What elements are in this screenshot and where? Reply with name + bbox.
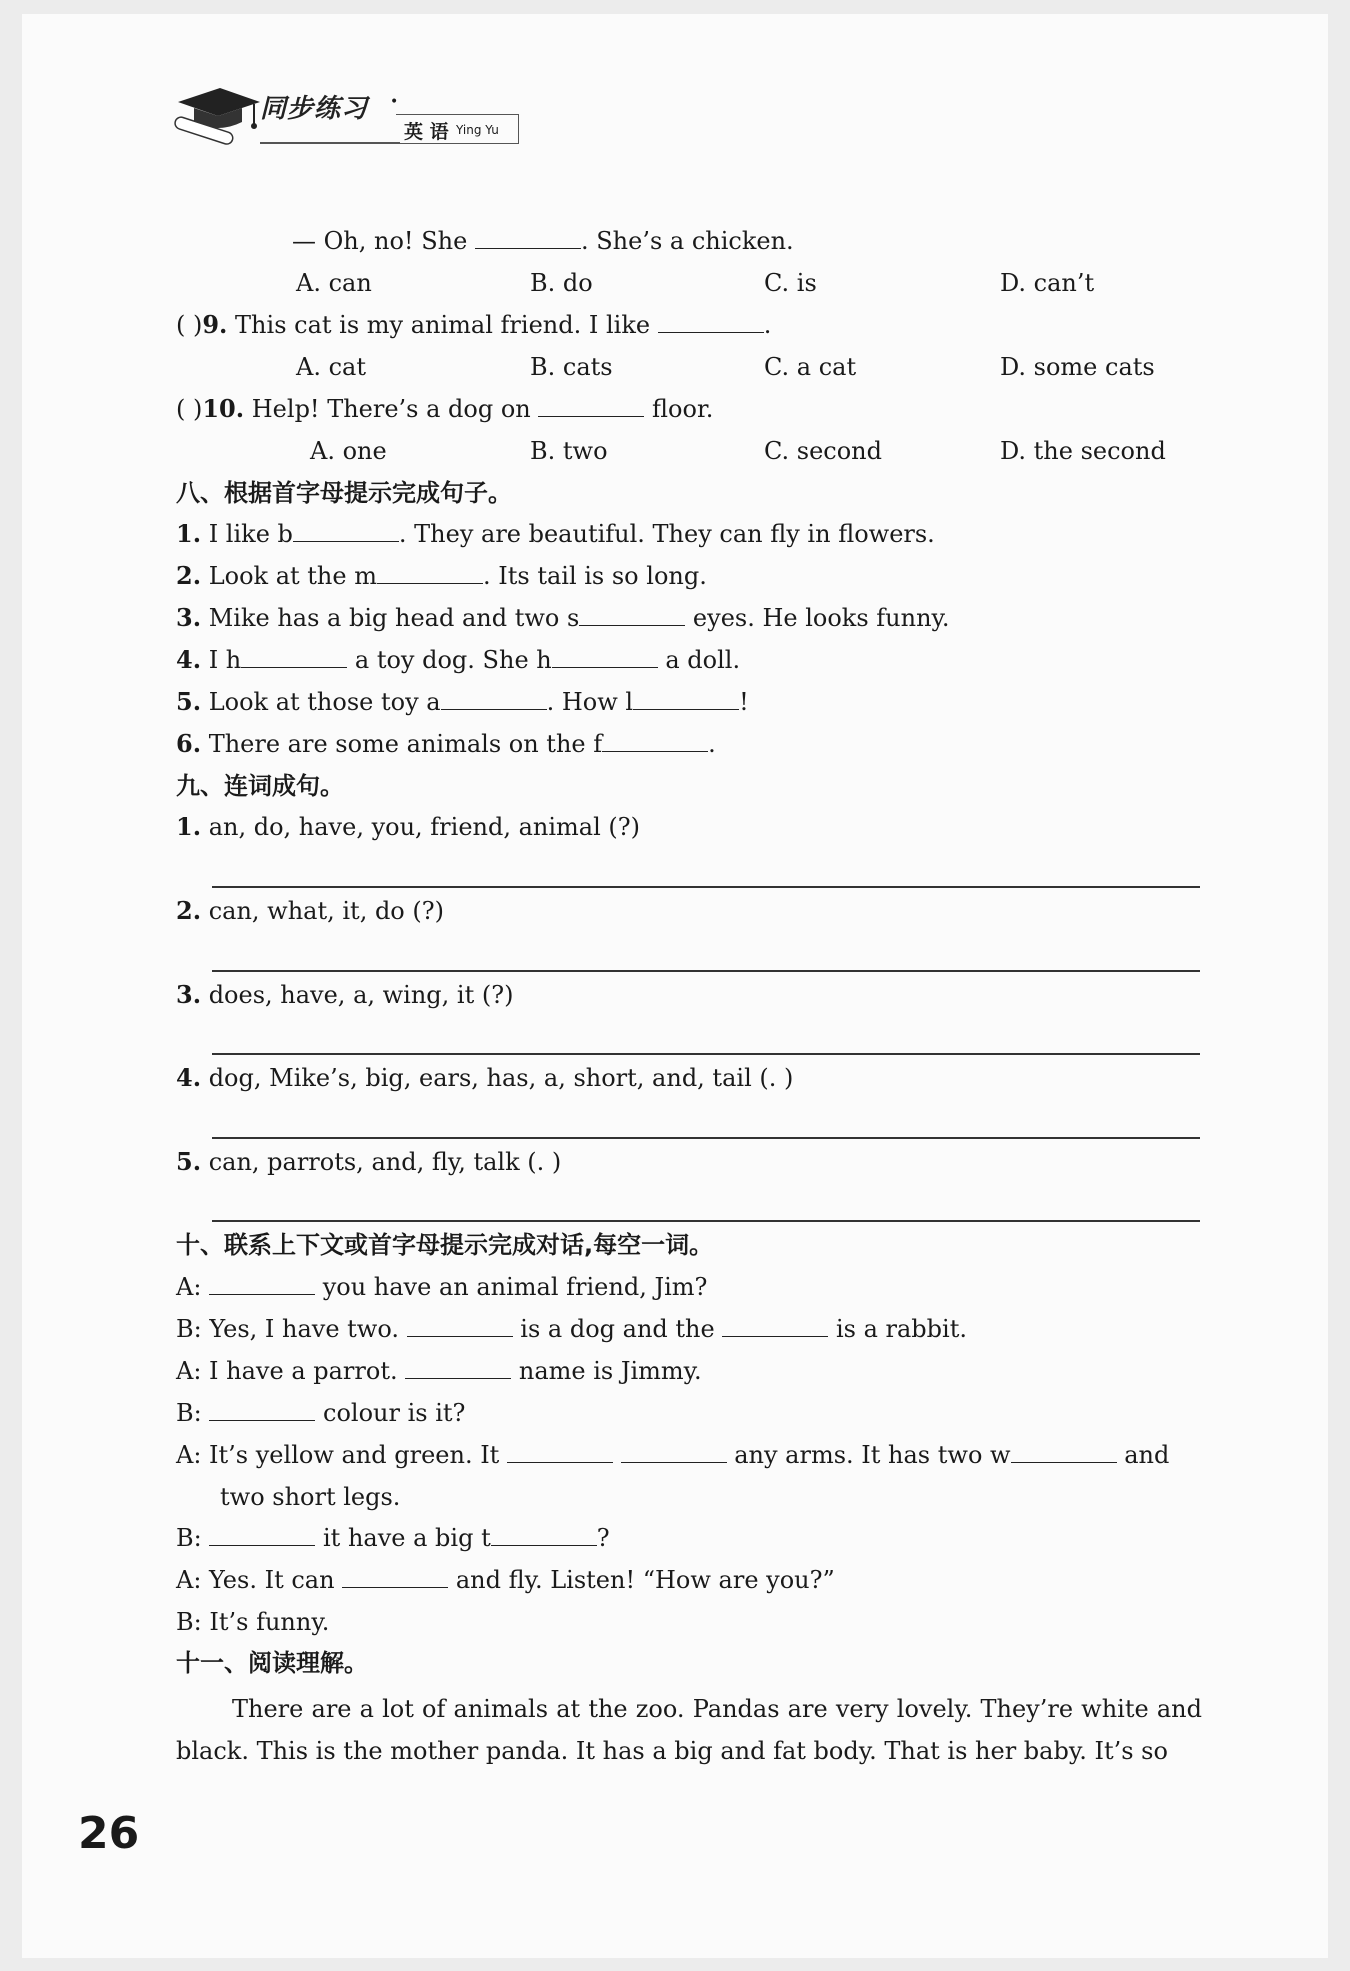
blank[interactable] — [209, 1398, 315, 1421]
option-c: C. a cat — [764, 353, 857, 381]
mc-line-dialogue: — Oh, no! She . She’s a chicken. — [292, 227, 794, 255]
answer-line[interactable] — [212, 886, 1200, 888]
blank[interactable] — [293, 519, 399, 542]
header-rule — [260, 142, 400, 144]
graduation-cap-icon — [172, 80, 262, 150]
option-c: C. is — [764, 269, 817, 297]
sec8-item-4: 4. I h a toy dog. She h a doll. — [176, 645, 741, 674]
reading-passage: There are a lot of animals at the zoo. Pandas are very lovely. They’re white and black. This is the mother panda. It has a big and fat body. That is her baby. It’s so — [176, 1695, 1202, 1765]
dialogue-line-5-cont: two short legs. — [220, 1483, 401, 1511]
sec9-item-4: 4. dog, Mike’s, big, ears, has, a, short, and, tail (. ) — [176, 1063, 794, 1092]
brand-title: 同步练习 — [260, 94, 369, 124]
sec8-item-3: 3. Mike has a big head and two s eyes. He looks funny. — [176, 603, 950, 632]
option-d: D. some cats — [1000, 353, 1155, 381]
blank[interactable] — [377, 561, 483, 584]
blank[interactable] — [1011, 1440, 1117, 1463]
subject-box — [396, 114, 519, 144]
answer-line[interactable] — [212, 1137, 1200, 1139]
blank[interactable] — [579, 603, 685, 626]
option-a: A. one — [310, 437, 387, 465]
blank[interactable] — [405, 1356, 511, 1379]
blank[interactable] — [552, 645, 658, 668]
blank[interactable] — [407, 1314, 513, 1337]
blank[interactable] — [722, 1314, 828, 1337]
dialogue-line-8: B: It’s funny. — [176, 1608, 330, 1636]
question-9: ( )9. This cat is my animal friend. I like . — [176, 310, 772, 339]
blank[interactable] — [475, 226, 581, 249]
blank[interactable] — [441, 687, 547, 710]
dialogue-line-2: B: Yes, I have two. is a dog and the is a rabbit. — [176, 1315, 967, 1343]
option-c: C. second — [764, 437, 882, 465]
sec8-item-1: 1. I like b . They are beautiful. They can fly in flowers. — [176, 519, 935, 548]
section-11-title: 十一、阅读理解。 — [176, 1649, 368, 1677]
sec9-item-5: 5. can, parrots, and, fly, talk (. ) — [176, 1147, 562, 1176]
page-number: 26 — [78, 1808, 140, 1859]
option-d: D. the second — [1000, 437, 1166, 465]
blank[interactable] — [602, 729, 708, 752]
blank[interactable] — [209, 1523, 315, 1546]
page-header — [172, 80, 532, 150]
dialogue-line-5: A: It’s yellow and green. It any arms. It has two w and — [176, 1441, 1170, 1469]
section-8-title: 八、根据首字母提示完成句子。 — [176, 479, 512, 507]
blank[interactable] — [621, 1440, 727, 1463]
blank[interactable] — [633, 687, 739, 710]
blank[interactable] — [209, 1272, 315, 1295]
question-10: ( )10. Help! There’s a dog on floor. — [176, 394, 714, 423]
answer-line[interactable] — [212, 970, 1200, 972]
dialogue-line-6: B: it have a big t ? — [176, 1524, 610, 1552]
option-b: B. do — [530, 269, 593, 297]
dialogue-line-4: B: colour is it? — [176, 1399, 466, 1427]
sec9-item-1: 1. an, do, have, you, friend, animal (?) — [176, 812, 641, 841]
dialogue-line-3: A: I have a parrot. name is Jimmy. — [176, 1357, 702, 1385]
answer-line[interactable] — [212, 1053, 1200, 1055]
sec9-item-3: 3. does, have, a, wing, it (?) — [176, 980, 514, 1009]
blank[interactable] — [658, 310, 764, 333]
answer-paren[interactable]: ( ) — [176, 311, 203, 339]
subject-label: 英 语 — [404, 121, 449, 143]
subject-pinyin: Ying Yu — [456, 123, 499, 137]
dialogue-line-7: A: Yes. It can and fly. Listen! “How are you?” — [176, 1566, 835, 1594]
option-b: B. cats — [530, 353, 613, 381]
answer-line[interactable] — [212, 1220, 1200, 1222]
option-b: B. two — [530, 437, 608, 465]
dialogue-line-1: A: you have an animal friend, Jim? — [176, 1273, 708, 1301]
sec8-item-5: 5. Look at those toy a . How l ! — [176, 687, 749, 716]
blank[interactable] — [538, 394, 644, 417]
section-9-title: 九、连词成句。 — [176, 772, 344, 800]
option-a: A. can — [296, 269, 372, 297]
option-d: D. can’t — [1000, 269, 1095, 297]
blank[interactable] — [507, 1440, 613, 1463]
header-dot: • — [390, 94, 399, 110]
sec9-item-2: 2. can, what, it, do (?) — [176, 896, 444, 925]
sec8-item-2: 2. Look at the m . Its tail is so long. — [176, 561, 707, 590]
blank[interactable] — [241, 645, 347, 668]
sec8-item-6: 6. There are some animals on the f . — [176, 729, 716, 758]
answer-paren[interactable]: ( ) — [176, 395, 203, 423]
blank[interactable] — [491, 1523, 597, 1546]
section-10-title: 十、联系上下文或首字母提示完成对话,每空一词。 — [176, 1231, 714, 1259]
blank[interactable] — [342, 1565, 448, 1588]
option-a: A. cat — [296, 353, 366, 381]
